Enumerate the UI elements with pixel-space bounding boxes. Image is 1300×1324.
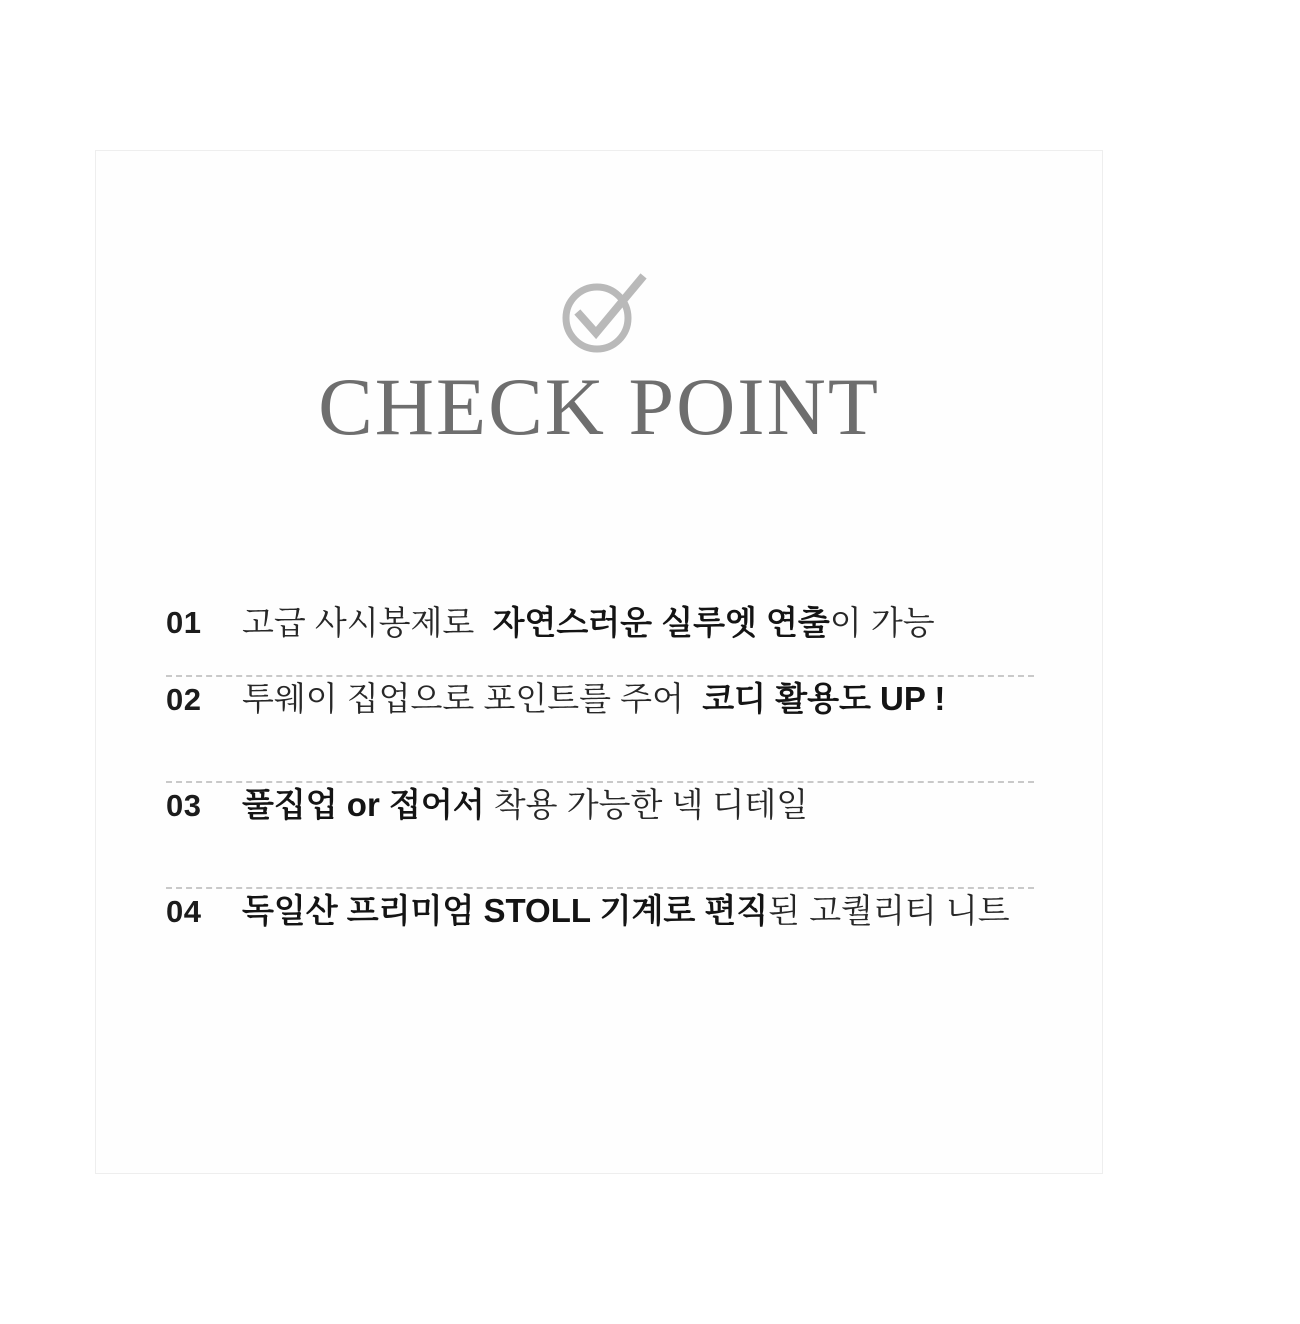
list-item-text bbox=[242, 889, 1034, 934]
list-item-number: 01 bbox=[166, 605, 202, 640]
list-item-number: 03 bbox=[166, 788, 202, 823]
check-point-list bbox=[166, 571, 1034, 993]
check-circle-icon bbox=[549, 271, 649, 361]
list-item-text-strong: 독일산 프리미엄 STOLL 기계로 편직 bbox=[242, 892, 769, 929]
check-point-card bbox=[95, 150, 1103, 1174]
list-item-text-strong: 자연스러운 실루엣 연출 bbox=[492, 603, 830, 641]
list-item-text-post: 착용 가능한 넥 디테일 bbox=[484, 786, 809, 823]
list-item-text-post: 이 가능 bbox=[829, 603, 935, 641]
list-item bbox=[166, 783, 1034, 887]
list-item-text-strong: 코디 활용도 UP ! bbox=[702, 680, 946, 717]
list-item bbox=[166, 677, 1034, 781]
page-title: CHECK POINT bbox=[318, 361, 880, 452]
list-item-text bbox=[242, 601, 1034, 646]
list-item-text-post: 된 고퀄리티 니트 bbox=[768, 892, 1010, 929]
list-item-text bbox=[242, 783, 1034, 828]
list-item bbox=[166, 571, 1034, 675]
check-circle-badge bbox=[96, 271, 1102, 361]
list-item-number: 02 bbox=[166, 682, 202, 717]
list-item-text-strong: 풀집업 or 접어서 bbox=[242, 786, 485, 823]
list-item-text-pre: 고급 사시봉제로 bbox=[242, 603, 484, 641]
list-item bbox=[166, 889, 1034, 993]
list-item-text bbox=[242, 677, 1034, 722]
list-item-number: 04 bbox=[166, 894, 202, 929]
list-item-text-pre: 투웨이 집업으로 포인트를 주어 bbox=[242, 680, 694, 717]
